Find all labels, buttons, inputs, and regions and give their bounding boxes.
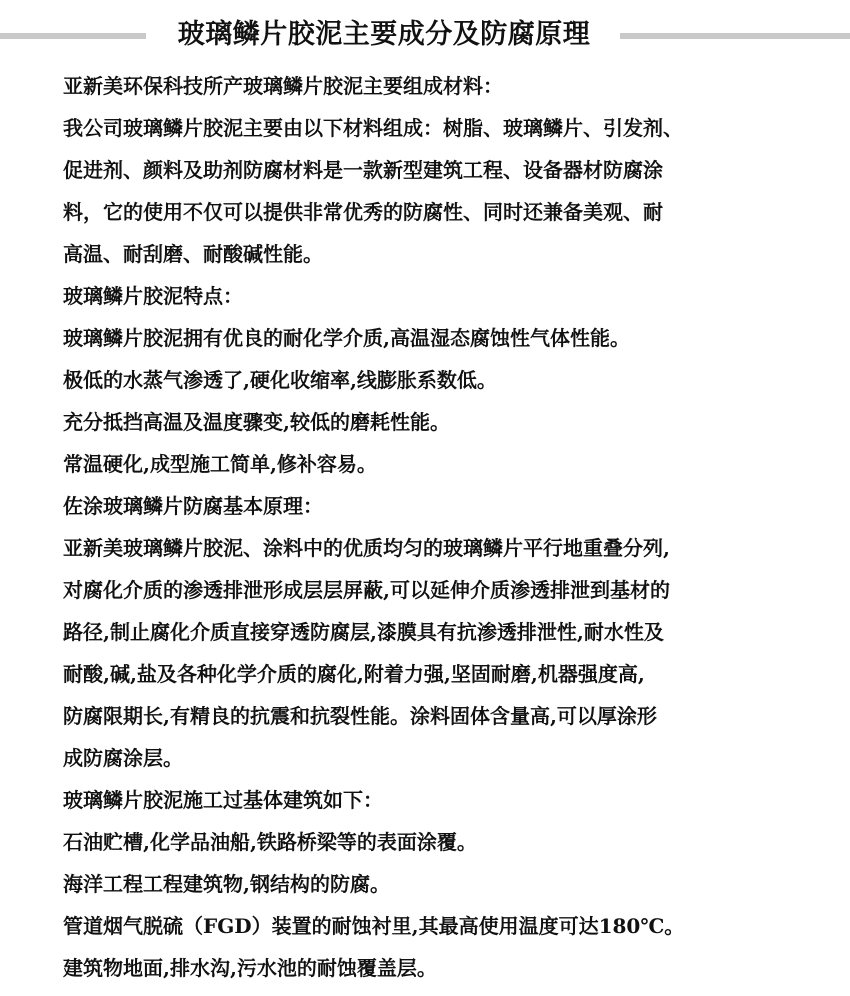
title-divider-left <box>0 33 146 39</box>
text-line: 亚新美环保科技所产玻璃鳞片胶泥主要组成材料： <box>63 74 503 98</box>
text-line: 充分抵挡高温及温度骤变,较低的磨耗性能。 <box>63 410 450 434</box>
text-line: 促进剂、颜料及助剂防腐材料是一款新型建筑工程、设备器材防腐涂 <box>63 158 663 182</box>
text-line: 石油贮槽,化学品油船,铁路桥梁等的表面涂覆。 <box>63 830 477 854</box>
text-line: 玻璃鳞片胶泥特点： <box>63 284 243 308</box>
text-line: 防腐限期长,有精良的抗震和抗裂性能。涂料固体含量高,可以厚涂形 <box>63 704 657 728</box>
title-divider-right <box>620 33 850 39</box>
text-line: 成防腐涂层。 <box>63 746 183 770</box>
title-row <box>0 12 850 58</box>
text-line: 耐酸,碱,盐及各种化学介质的腐化,附着力强,坚固耐磨,机器强度高, <box>63 662 645 686</box>
text-line: 玻璃鳞片胶泥施工过基体建筑如下： <box>63 788 383 812</box>
text-line: 亚新美玻璃鳞片胶泥、涂料中的优质均匀的玻璃鳞片平行地重叠分列, <box>63 536 670 560</box>
text-line: 管道烟气脱硫（FGD）装置的耐蚀衬里,其最高使用温度可达180℃。 <box>63 914 685 938</box>
text-line: 我公司玻璃鳞片胶泥主要由以下材料组成：树脂、玻璃鳞片、引发剂、 <box>63 116 683 140</box>
text-line: 佐涂玻璃鳞片防腐基本原理： <box>63 494 323 518</box>
text-line: 路径,制止腐化介质直接穿透防腐层,漆膜具有抗渗透排泄性,耐水性及 <box>63 620 664 644</box>
body-text <box>63 65 845 989</box>
text-line: 极低的水蒸气渗透了,硬化收缩率,线膨胀系数低。 <box>63 368 497 392</box>
text-line: 对腐化介质的渗透排泄形成层层屏蔽,可以延伸介质渗透排泄到基材的 <box>63 578 670 602</box>
page-title: 玻璃鳞片胶泥主要成分及防腐原理 <box>177 19 591 50</box>
text-line: 料，它的使用不仅可以提供非常优秀的防腐性、同时还兼备美观、耐 <box>63 200 663 224</box>
text-line: 建筑物地面,排水沟,污水池的耐蚀覆盖层。 <box>63 956 437 980</box>
text-line: 海洋工程工程建筑物,钢结构的防腐。 <box>63 872 390 896</box>
text-line: 玻璃鳞片胶泥拥有优良的耐化学介质,高温湿态腐蚀性气体性能。 <box>63 326 630 350</box>
text-line: 常温硬化,成型施工简单,修补容易。 <box>63 452 377 476</box>
text-line: 高温、耐刮磨、耐酸碱性能。 <box>63 242 323 266</box>
